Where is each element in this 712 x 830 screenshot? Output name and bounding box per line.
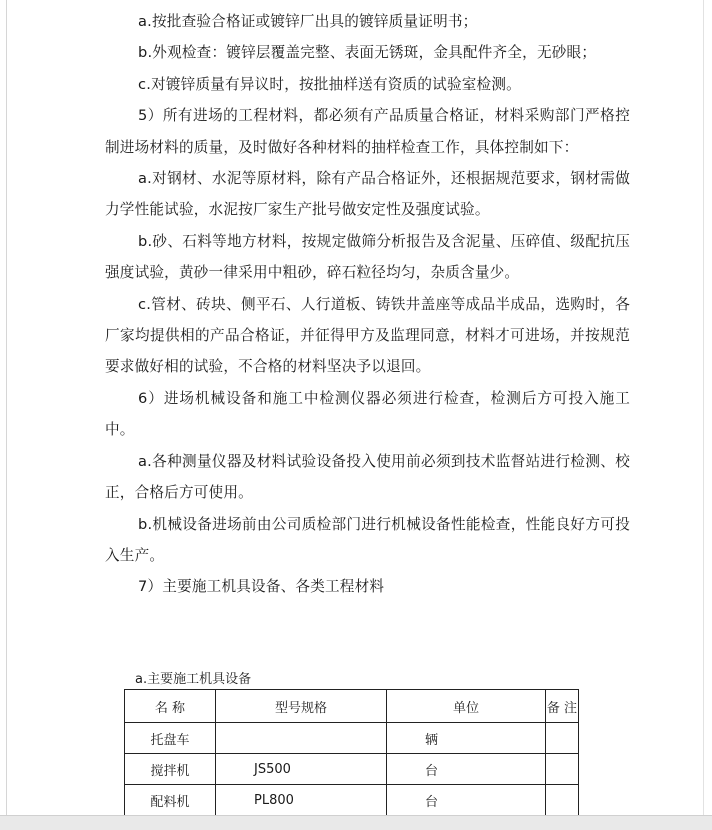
cell-remark [546, 723, 579, 754]
table-row [125, 754, 579, 785]
paragraph: 7）主要施工机具设备、各类工程材料 [138, 578, 385, 596]
table-row [125, 723, 579, 754]
paragraph: 5）所有进场的工程材料，都必须有产品质量合格证，材料采购部门严格控制进场材料的质量，及时做好各种材料的抽样检查工作，具体控制如下： [105, 107, 630, 156]
paragraph: a.各种测量仪器及材料试验设备投入使用前必须到技术监督站进行检测、校正，合格后方可使用。 [105, 452, 630, 502]
cell-name: 托盘车 [125, 723, 216, 754]
window-bottom-scrollbar[interactable] [0, 815, 712, 830]
header-name: 名 称 [125, 690, 216, 723]
cell-remark [546, 754, 579, 785]
cell-name: 配料机 [125, 785, 216, 816]
header-remark: 备 注 [546, 690, 579, 723]
paragraph: a.对钢材、水泥等原材料，除有产品合格证外，还根据规范要求，钢材需做力学性能试验，水泥按厂家生产批号做安定性及强度试验。 [105, 170, 630, 219]
equipment-table [124, 689, 579, 816]
document-body [105, 6, 630, 603]
cell-model: JS500 [216, 754, 387, 785]
page-right-edge [703, 0, 704, 816]
paragraph: b.外观检查：镀锌层覆盖完整、表面无锈斑，金具配件齐全，无砂眼； [138, 44, 597, 62]
paragraph: c.管材、砖块、侧平石、人行道板、铸铁井盖座等成品半成品，选购时，各厂家均提供相的产品合格证，并征得甲方及监理同意，材料才可进场，并按规范要求做好相的试验，不合格的材料坚决予以退回。 [105, 295, 630, 376]
cell-model: PL800 [216, 785, 387, 816]
paragraph: b.砂、石料等地方材料，按规定做筛分析报告及含泥量、压碎值、级配抗压强度试验，黄砂一律采用中粗砂，碎石粒径均匀，杂质含量少。 [105, 232, 630, 282]
table-caption: a.主要施工机具设备 [135, 672, 252, 687]
cell-model [216, 723, 387, 754]
cell-unit: 辆 [387, 723, 546, 754]
paragraph: a.按批查验合格证或镀锌厂出具的镀锌质量证明书； [138, 13, 478, 30]
cell-remark [546, 785, 579, 816]
paragraph: 6）进场机械设备和施工中检测仪器必须进行检查，检测后方可投入施工中。 [105, 389, 630, 439]
header-unit: 单位 [387, 690, 546, 723]
paragraph: b.机械设备进场前由公司质检部门进行机械设备性能检查，性能良好方可投入生产。 [105, 515, 630, 564]
table-row [125, 785, 579, 816]
header-model: 型号规格 [216, 690, 387, 723]
cell-unit: 台 [387, 785, 546, 816]
cell-name: 搅拌机 [125, 754, 216, 785]
cell-unit: 台 [387, 754, 546, 785]
table-header-row [125, 690, 579, 723]
page-left-edge [6, 0, 7, 816]
paragraph: c.对镀锌质量有异议时，按批抽样送有资质的试验室检测。 [138, 75, 521, 93]
